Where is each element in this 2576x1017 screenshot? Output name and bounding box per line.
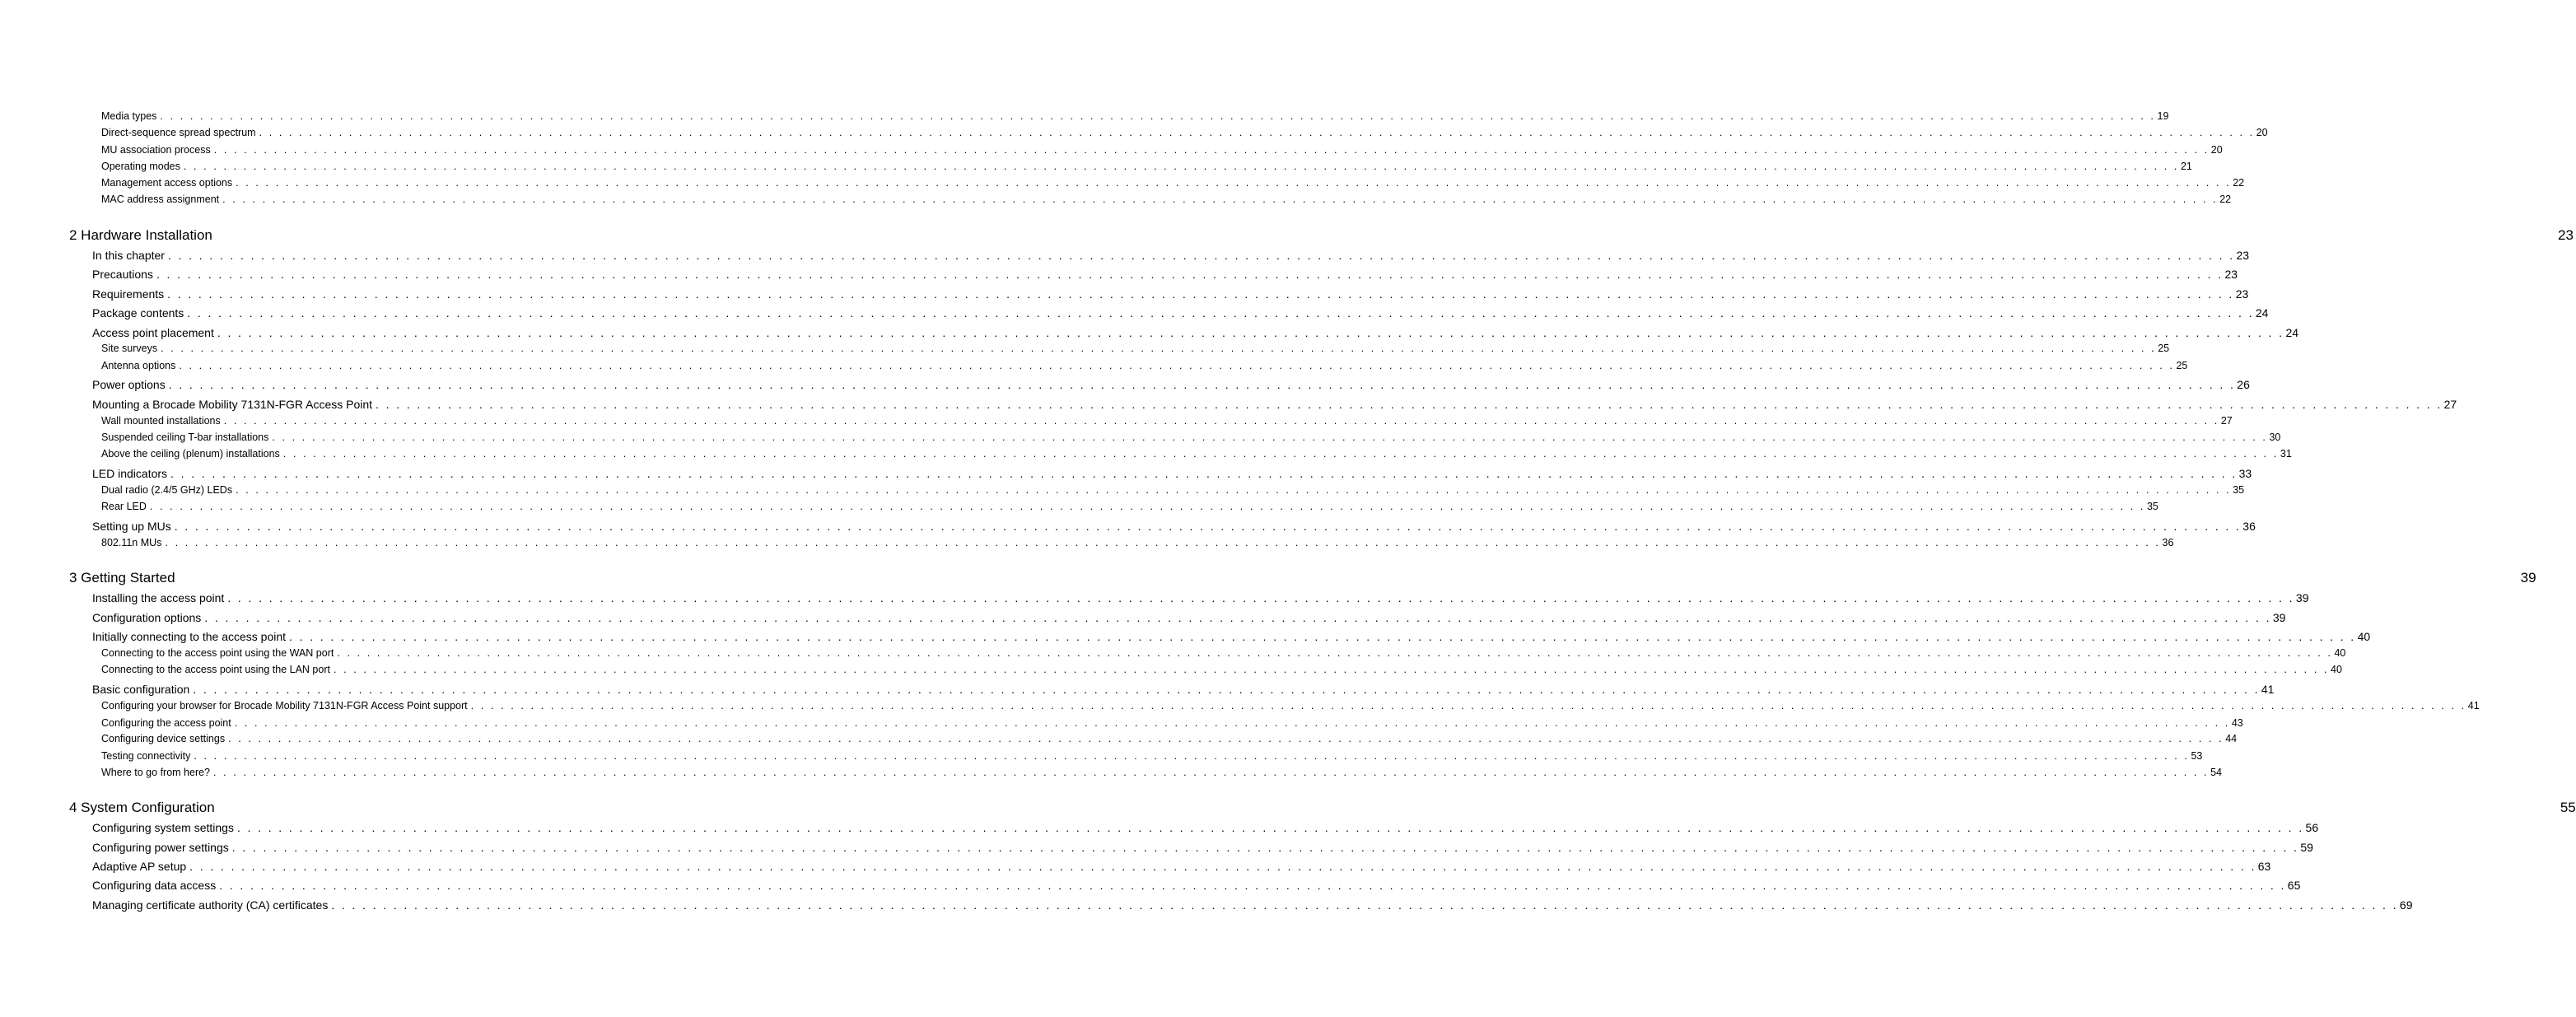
toc-entry-title: Site surveys: [101, 343, 158, 354]
dot-leader: . . . . . . . . . . . . . . . . . . . . . . . . . . . . . . . . . . . . . . . . . . . . . . . . . . . . . . . . . . . . . . . . . . . . . . . . . . . . . . . . . . . . . . . . . . . . . . . . . . . . . . . . . . . . . . . . . . . . . . . . . . . . . . . . . . . . . . . . . . . . . . . . . . . . . . . . . . . . . . . . . . . . . . . . . . . . . . . . . . . . . . . . . . . . . . . . . . . . . . . .: [228, 733, 2224, 744]
toc-entry-title: Basic configuration: [92, 683, 190, 696]
toc-entry-title: Package contents: [92, 306, 184, 320]
toc-sub-entry[interactable]: [101, 664, 2342, 678]
toc-entry-page-number: 19: [2157, 110, 2169, 122]
toc-entry-title: 3 Getting Started: [69, 570, 175, 585]
toc-entry-page-number: 23: [2224, 268, 2238, 281]
toc-sub-entry[interactable]: [101, 432, 2281, 446]
dot-leader: . . . . . . . . . . . . . . . . . . . . . . . . . . . . . . . . . . . . . . . . . . . . . . . . . . . . . . . . . . . . . . . . . . . . . . . . . . . . . . . . . . . . . . . . . . . . . . . . . . . . . . . . . . . . . . . . . . . . . . . . . . . . . . . . . . . . . . . . . . . . . . . . . . . . . . . . . . . . . . . . . . . . . . . . . . . . . . . . . . . . . . . . . . . . . . . . . . . . . . . .: [470, 700, 2466, 711]
toc-entry-title: 802.11n MUs: [101, 537, 162, 548]
toc-entry-title: Configuring the access point: [101, 717, 231, 729]
dot-leader: . . . . . . . . . . . . . . . . . . . . . . . . . . . . . . . . . . . . . . . . . . . . . . . . . . . . . . . . . . . . . . . . . . . . . . . . . . . . . . . . . . . . . . . . . . . . . . . . . . . . . . . . . . . . . . . . . . . . . . . . . . . . . . . . . . . . . . . . . . . . . . . . . . . . . . . . . . . . . . . . . . . . . . . . . . . . . . . . . . . . . . . . . . . . . . . . . . . . . . . .: [187, 306, 2254, 320]
dot-leader: . . . . . . . . . . . . . . . . . . . . . . . . . . . . . . . . . . . . . . . . . . . . . . . . . . . . . . . . . . . . . . . . . . . . . . . . . . . . . . . . . . . . . . . . . . . . . . . . . . . . . . . . . . . . . . . . . . . . . . . . . . . . . . . . . . . . . . . . . . . . . . . . . . . . . . . . . . . . . . . . . . . . . . . . . . . . . . . . . . . . . . . . . . . . . . . . . . . . . . . .: [156, 268, 2224, 281]
toc-entry-page-number: 22: [2233, 177, 2245, 189]
toc-entry-page-number: 56: [2305, 821, 2319, 834]
toc-sub-entry[interactable]: [101, 501, 2158, 515]
dot-leader: . . . . . . . . . . . . . . . . . . . . . . . . . . . . . . . . . . . . . . . . . . . . . . . . . . . . . . . . . . . . . . . . . . . . . . . . . . . . . . . . . . . . . . . . . . . . . . . . . . . . . . . . . . . . . . . . . . . . . . . . . . . . . . . . . . . . . . . . . . . . . . . . . . . . . . . . . . . . . . . . . . . . . . . . . . . . . . . . . . . . . . . . . . . . . . . . . . . . . . . .: [194, 750, 2190, 762]
toc-sub-entry[interactable]: [101, 733, 2238, 747]
toc-entry-title: Requirements: [92, 287, 165, 301]
toc-entry-title: In this chapter: [92, 249, 165, 262]
dot-leader: . . . . . . . . . . . . . . . . . . . . . . . . . . . . . . . . . . . . . . . . . . . . . . . . . . . . . . . . . . . . . . . . . . . . . . . . . . . . . . . . . . . . . . . . . . . . . . . . . . . . . . . . . . . . . . . . . . . . . . . . . . . . . . . . . . . . . . . . . . . . . . . . . . . . . . . . . . . . . . . . . . . . . . . . . . . . . . . . . . . . . . . . . . . . . . . . . . . . . . . .: [168, 378, 2236, 391]
toc-entry-title: Management access options: [101, 177, 233, 189]
toc-section-entry[interactable]: [92, 398, 2457, 413]
toc-sub-entry[interactable]: [101, 360, 2188, 374]
toc-section-entry[interactable]: [92, 879, 2301, 894]
toc-entry-page-number: 41: [2261, 683, 2275, 696]
toc-entry-page-number: 27: [2220, 415, 2233, 427]
toc-entry-page-number: 33: [2238, 467, 2252, 480]
dot-leader: . . . . . . . . . . . . . . . . . . . . . . . . . . . . . . . . . . . . . . . . . . . . . . . . . . . . . . . . . . . . . . . . . . . . . . . . . . . . . . . . . . . . . . . . . . . . . . . . . . . . . . . . . . . . . . . . . . . . . . . . . . . . . . . . . . . . . . . . . . . . . . . . . . . . . . . . . . . . . . . . . . . . . . . . . . . . . . . . . . . . . . . . . . . . . . . . . . . . . . . .: [219, 879, 2286, 892]
dot-leader: . . . . . . . . . . . . . . . . . . . . . . . . . . . . . . . . . . . . . . . . . . . . . . . . . . . . . . . . . . . . . . . . . . . . . . . . . . . . . . . . . . . . . . . . . . . . . . . . . . . . . . . . . . . . . . . . . . . . . . . . . . . . . . . . . . . . . . . . . . . . . . . . . . . . . . . . . . . . . . . . . . . . . . . . . . . . . . . . . . . . . . . . . . . . . . . . . . . . . . . .: [204, 611, 2271, 624]
toc-chapter-entry[interactable]: [69, 227, 2574, 245]
toc-entry-title: 4 System Configuration: [69, 800, 215, 815]
toc-entry-title: Rear LED: [101, 501, 147, 512]
toc-sub-entry[interactable]: [101, 717, 2243, 731]
dot-leader: . . . . . . . . . . . . . . . . . . . . . . . . . . . . . . . . . . . . . . . . . . . . . . . . . . . . . . . . . . . . . . . . . . . . . . . . . . . . . . . . . . . . . . . . . . . . . . . . . . . . . . . . . . . . . . . . . . . . . . . . . . . . . . . . . . . . . . . . . . . . . . . . . . . . . . . . . . . . . . . . . . . . . . . . . . . . . . . . . . . . . . . . . . . . . . . . . . . . . . . .: [331, 898, 2398, 912]
toc-entry-page-number: 23: [2236, 249, 2250, 262]
toc-entry-page-number: 25: [2176, 360, 2188, 371]
toc-section-entry[interactable]: [92, 860, 2271, 875]
toc-entry-page-number: 20: [2210, 144, 2223, 156]
toc-entry-title: Configuring device settings: [101, 733, 226, 744]
dot-leader: . . . . . . . . . . . . . . . . . . . . . . . . . . . . . . . . . . . . . . . . . . . . . . . . . . . . . . . . . . . . . . . . . . . . . . . . . . . . . . . . . . . . . . . . . . . . . . . . . . . . . . . . . . . . . . . . . . . . . . . . . . . . . . . . . . . . . . . . . . . . . . . . . . . . . . . . . . . . . . . . . . . . . . . . . . . . . . . . . . . . . . . . . . . . . . . . . . . . . . . .: [161, 343, 2157, 354]
toc-sub-entry[interactable]: [101, 161, 2192, 175]
toc-section-entry[interactable]: [92, 268, 2238, 283]
toc-sub-entry[interactable]: [101, 767, 2223, 781]
toc-entry-title: Initially connecting to the access point: [92, 630, 287, 643]
dot-leader: . . . . . . . . . . . . . . . . . . . . . . . . . . . . . . . . . . . . . . . . . . . . . . . . . . . . . . . . . . . . . . . . . . . . . . . . . . . . . . . . . . . . . . . . . . . . . . . . . . . . . . . . . . . . . . . . . . . . . . . . . . . . . . . . . . . . . . . . . . . . . . . . . . . . . . . . . . . . . . . . . . . . . . . . . . . . . . . . . . . . . . . . . . . . . . . . . . . . . . . .: [174, 520, 2242, 533]
toc-chapter-entry[interactable]: [69, 800, 2576, 818]
toc-entry-title: Mounting a Brocade Mobility 7131N-FGR Access Point: [92, 398, 373, 411]
toc-entry-page-number: 24: [2255, 306, 2269, 320]
toc-entry-title: Configuring power settings: [92, 841, 229, 854]
toc-section-entry[interactable]: [92, 898, 2413, 914]
dot-leader: . . . . . . . . . . . . . . . . . . . . . . . . . . . . . . . . . . . . . . . . . . . . . . . . . . . . . . . . . . . . . . . . . . . . . . . . . . . . . . . . . . . . . . . . . . . . . . . . . . . . . . . . . . . . . . . . . . . . . . . . . . . . . . . . . . . . . . . . . . . . . . . . . . . . . . . . . . . . . . . . . . . . . . . . . . . . . . . . . . . . . . . . . . . . . . . . . . . . . . . .: [167, 249, 2235, 262]
toc-entry-title: Precautions: [92, 268, 153, 281]
toc-section-entry[interactable]: [92, 591, 2309, 607]
toc-section-entry[interactable]: [92, 287, 2249, 303]
toc-entry-title: LED indicators: [92, 467, 168, 480]
toc-entry-title: Power options: [92, 378, 166, 391]
toc-entry-page-number: 44: [2225, 733, 2238, 744]
toc-entry-title: MAC address assignment: [101, 194, 220, 205]
dot-leader: . . . . . . . . . . . . . . . . . . . . . . . . . . . . . . . . . . . . . . . . . . . . . . . . . . . . . . . . . . . . . . . . . . . . . . . . . . . . . . . . . . . . . . . . . . . . . . . . . . . . . . . . . . . . . . . . . . . . . . . . . . . . . . . . . . . . . . . . . . . . . . . . . . . . . . . . . . . . . . . . . . . . . . . . . . . . . . . . . . . . . . . . . . . . . . . . . . . . . . . .: [167, 287, 2234, 301]
dot-leader: . . . . . . . . . . . . . . . . . . . . . . . . . . . . . . . . . . . . . . . . . . . . . . . . . . . . . . . . . . . . . . . . . . . . . . . . . . . . . . . . . . . . . . . . . . . . . . . . . . . . . . . . . . . . . . . . . . . . . . . . . . . . . . . . . . . . . . . . . . . . . . . . . . . . . . . . . . . . . . . . . . . . . . . . . . . . . . . . . . . . . . . . . . . . . . . . . . . . . . . .: [236, 484, 2232, 496]
toc-entry-page-number: 21: [2180, 161, 2192, 172]
toc-sub-entry[interactable]: [101, 484, 2245, 498]
toc-sub-entry[interactable]: [101, 700, 2480, 714]
toc-entry-page-number: 23: [2235, 287, 2249, 301]
toc-entry-title: Operating modes: [101, 161, 180, 172]
dot-leader: . . . . . . . . . . . . . . . . . . . . . . . . . . . . . . . . . . . . . . . . . . . . . . . . . . . . . . . . . . . . . . . . . . . . . . . . . . . . . . . . . . . . . . . . . . . . . . . . . . . . . . . . . . . . . . . . . . . . . . . . . . . . . . . . . . . . . . . . . . . . . . . . . . . . . . . . . . . . . . . . . . . . . . . . . . . . . . . . . . . . . . . . . . . . . . . . . . . . . . . .: [217, 326, 2284, 339]
toc-sub-entry[interactable]: [101, 127, 2268, 141]
toc-entry-page-number: 40: [2334, 647, 2346, 659]
toc-entry-page-number: 20: [2256, 127, 2268, 138]
dot-leader: . . . . . . . . . . . . . . . . . . . . . . . . . . . . . . . . . . . . . . . . . . . . . . . . . . . . . . . . . . . . . . . . . . . . . . . . . . . . . . . . . . . . . . . . . . . . . . . . . . . . . . . . . . . . . . . . . . . . . . . . . . . . . . . . . . . . . . . . . . . . . . . . . . . . . . . . . . . . . . . . . . . . . . . . . . . . . . . . . . . . . . . . . . . . . . . . . . . . . . . .: [236, 821, 2304, 834]
dot-leader: . . . . . . . . . . . . . . . . . . . . . . . . . . . . . . . . . . . . . . . . . . . . . . . . . . . . . . . . . . . . . . . . . . . . . . . . . . . . . . . . . . . . . . . . . . . . . . . . . . . . . . . . . . . . . . . . . . . . . . . . . . . . . . . . . . . . . . . . . . . . . . . . . . . . . . . . . . . . . . . . . . . . . . . . . . . . . . . . . . . . . . . . . . . . . . . . . . . . . . . .: [231, 841, 2299, 854]
toc-entry-page-number: 36: [2162, 537, 2174, 548]
toc-entry-page-number: 39: [2520, 570, 2536, 585]
toc-entry-title: Connecting to the access point using the WAN port: [101, 647, 334, 659]
dot-leader: . . . . . . . . . . . . . . . . . . . . . . . . . . . . . . . . . . . . . . . . . . . . . . . . . . . . . . . . . . . . . . . . . . . . . . . . . . . . . . . . . . . . . . . . . . . . . . . . . . . . . . . . . . . . . . . . . . . . . . . . . . . . . . . . . . . . . . . . . . . . . . . . . . . . . . . . . . . . . . . . . . . . . . . . . . . . . . . . . . . . . . . . . . . . . . . . . . . . . . . .: [165, 537, 2161, 548]
toc-section-entry[interactable]: [92, 378, 2250, 394]
toc-sub-entry[interactable]: [101, 177, 2245, 191]
toc-entry-title: Managing certificate authority (CA) certificates: [92, 898, 329, 912]
toc-entry-page-number: 54: [2210, 767, 2223, 778]
toc-entry-page-number: 30: [2269, 432, 2281, 443]
dot-leader: . . . . . . . . . . . . . . . . . . . . . . . . . . . . . . . . . . . . . . . . . . . . . . . . . . . . . . . . . . . . . . . . . . . . . . . . . . . . . . . . . . . . . . . . . . . . . . . . . . . . . . . . . . . . . . . . . . . . . . . . . . . . . . . . . . . . . . . . . . . . . . . . . . . . . . . . . . . . . . . . . . . . . . . . . . . . . . . . . . . . . . . . . . . . . . . . . . . . . . . .: [160, 110, 2156, 122]
toc-section-entry[interactable]: [92, 520, 2256, 535]
dot-leader: . . . . . . . . . . . . . . . . . . . . . . . . . . . . . . . . . . . . . . . . . . . . . . . . . . . . . . . . . . . . . . . . . . . . . . . . . . . . . . . . . . . . . . . . . . . . . . . . . . . . . . . . . . . . . . . . . . . . . . . . . . . . . . . . . . . . . . . . . . . . . . . . . . . . . . . . . . . . . . . . . . . . . . . . . . . . . . . . . . . . . . . . . . . . . . . . . . . . . . . .: [289, 630, 2356, 643]
toc-chapter-entry[interactable]: [69, 570, 2536, 588]
toc-entry-page-number: 59: [2300, 841, 2313, 854]
toc-section-entry[interactable]: [92, 630, 2371, 646]
toc-entry-title: Above the ceiling (plenum) installations: [101, 448, 280, 460]
toc-entry-page-number: 25: [2158, 343, 2170, 354]
toc-entry-page-number: 53: [2191, 750, 2203, 762]
toc-sub-entry[interactable]: [101, 144, 2223, 158]
dot-leader: . . . . . . . . . . . . . . . . . . . . . . . . . . . . . . . . . . . . . . . . . . . . . . . . . . . . . . . . . . . . . . . . . . . . . . . . . . . . . . . . . . . . . . . . . . . . . . . . . . . . . . . . . . . . . . . . . . . . . . . . . . . . . . . . . . . . . . . . . . . . . . . . . . . . . . . . . . . . . . . . . . . . . . . . . . . . . . . . . . . . . . . . . . . . . . . . . . . . . . . .: [170, 467, 2238, 480]
toc-entry-page-number: 55: [2560, 800, 2576, 815]
toc-entry-title: Connecting to the access point using the LAN port: [101, 664, 330, 675]
toc-entry-page-number: 65: [2287, 879, 2301, 892]
dot-leader: . . . . . . . . . . . . . . . . . . . . . . . . . . . . . . . . . . . . . . . . . . . . . . . . . . . . . . . . . . . . . . . . . . . . . . . . . . . . . . . . . . . . . . . . . . . . . . . . . . . . . . . . . . . . . . . . . . . . . . . . . . . . . . . . . . . . . . . . . . . . . . . . . . . . . . . . . . . . . . . . . . . . . . . . . . . . . . . . . . . . . . . . . . . . . . . . . . . . . . . .: [337, 647, 2333, 659]
toc-entry-title: Suspended ceiling T-bar installations: [101, 432, 269, 443]
toc-section-entry[interactable]: [92, 611, 2286, 627]
toc-entry-title: Wall mounted installations: [101, 415, 221, 427]
dot-leader: . . . . . . . . . . . . . . . . . . . . . . . . . . . . . . . . . . . . . . . . . . . . . . . . . . . . . . . . . . . . . . . . . . . . . . . . . . . . . . . . . . . . . . . . . . . . . . . . . . . . . . . . . . . . . . . . . . . . . . . . . . . . . . . . . . . . . . . . . . . . . . . . . . . . . . . . . . . . . . . . . . . . . . . . . . . . . . . . . . . . . . . . . . . . . . . . . . . . . . . .: [259, 127, 2255, 138]
toc-sub-entry[interactable]: [101, 343, 2170, 357]
dot-leader: . . . . . . . . . . . . . . . . . . . . . . . . . . . . . . . . . . . . . . . . . . . . . . . . . . . . . . . . . . . . . . . . . . . . . . . . . . . . . . . . . . . . . . . . . . . . . . . . . . . . . . . . . . . . . . . . . . . . . . . . . . . . . . . . . . . . . . . . . . . . . . . . . . . . . . . . . . . . . . . . . . . . . . . . . . . . . . . . . . . . . . . . . . . . . . . . . . . . . . . .: [222, 194, 2219, 205]
toc-entry-page-number: 35: [2233, 484, 2245, 496]
toc-section-entry[interactable]: [92, 841, 2313, 856]
toc-entry-title: Setting up MUs: [92, 520, 171, 533]
toc-entry-title: Media types: [101, 110, 157, 122]
toc-entry-page-number: 24: [2285, 326, 2299, 339]
dot-leader: . . . . . . . . . . . . . . . . . . . . . . . . . . . . . . . . . . . . . . . . . . . . . . . . . . . . . . . . . . . . . . . . . . . . . . . . . . . . . . . . . . . . . . . . . . . . . . . . . . . . . . . . . . . . . . . . . . . . . . . . . . . . . . . . . . . . . . . . . . . . . . . . . . . . . . . . . . . . . . . . . . . . . . . . . . . . . . . . . . . . . . . . . . . . . . . . . . . . . . . .: [193, 683, 2260, 696]
toc-entry-title: Direct-sequence spread spectrum: [101, 127, 256, 138]
toc-entry-title: Configuration options: [92, 611, 202, 624]
toc-sub-entry[interactable]: [101, 194, 2232, 208]
toc-entry-title: Adaptive AP setup: [92, 860, 187, 873]
toc-entry-page-number: 31: [2280, 448, 2292, 460]
toc-sub-entry[interactable]: [101, 110, 2169, 124]
toc-entry-title: MU association process: [101, 144, 211, 156]
toc-entry-title: Installing the access point: [92, 591, 225, 604]
dot-leader: . . . . . . . . . . . . . . . . . . . . . . . . . . . . . . . . . . . . . . . . . . . . . . . . . . . . . . . . . . . . . . . . . . . . . . . . . . . . . . . . . . . . . . . . . . . . . . . . . . . . . . . . . . . . . . . . . . . . . . . . . . . . . . . . . . . . . . . . . . . . . . . . . . . . . . . . . . . . . . . . . . . . . . . . . . . . . . . . . . . . . . . . . . . . . . . . . . . . . . . .: [282, 448, 2279, 460]
dot-leader: . . . . . . . . . . . . . . . . . . . . . . . . . . . . . . . . . . . . . . . . . . . . . . . . . . . . . . . . . . . . . . . . . . . . . . . . . . . . . . . . . . . . . . . . . . . . . . . . . . . . . . . . . . . . . . . . . . . . . . . . . . . . . . . . . . . . . . . . . . . . . . . . . . . . . . . . . . . . . . . . . . . . . . . . . . . . . . . . . . . . . . . . . . . . . . . . . . . . . . . .: [149, 501, 2145, 512]
toc-section-entry[interactable]: [92, 821, 2319, 837]
toc-entry-page-number: 69: [2399, 898, 2413, 912]
toc-entry-page-number: 26: [2237, 378, 2250, 391]
toc-sub-entry[interactable]: [101, 537, 2174, 551]
dot-leader: . . . . . . . . . . . . . . . . . . . . . . . . . . . . . . . . . . . . . . . . . . . . . . . . . . . . . . . . . . . . . . . . . . . . . . . . . . . . . . . . . . . . . . . . . . . . . . . . . . . . . . . . . . . . . . . . . . . . . . . . . . . . . . . . . . . . . . . . . . . . . . . . . . . . . . . . . . . . . . . . . . . . . . . . . . . . . . . . . . . . . . . . . . . . . . . . . . . . . . . .: [236, 177, 2232, 189]
toc-entry-page-number: 41: [2467, 700, 2480, 711]
toc-section-entry[interactable]: [92, 326, 2299, 342]
dot-leader: . . . . . . . . . . . . . . . . . . . . . . . . . . . . . . . . . . . . . . . . . . . . . . . . . . . . . . . . . . . . . . . . . . . . . . . . . . . . . . . . . . . . . . . . . . . . . . . . . . . . . . . . . . . . . . . . . . . . . . . . . . . . . . . . . . . . . . . . . . . . . . . . . . . . . . . . . . . . . . . . . . . . . . . . . . . . . . . . . . . . . . . . . . . . . . . . . . . . . . . .: [333, 664, 2330, 675]
toc-section-entry[interactable]: [92, 467, 2252, 483]
toc-entry-page-number: 27: [2443, 398, 2457, 411]
dot-leader: . . . . . . . . . . . . . . . . . . . . . . . . . . . . . . . . . . . . . . . . . . . . . . . . . . . . . . . . . . . . . . . . . . . . . . . . . . . . . . . . . . . . . . . . . . . . . . . . . . . . . . . . . . . . . . . . . . . . . . . . . . . . . . . . . . . . . . . . . . . . . . . . . . . . . . . . . . . . . . . . . . . . . . . . . . . . . . . . . . . . . . . . . . . . . . . . . . . . . . . .: [227, 591, 2294, 604]
toc-section-entry[interactable]: [92, 249, 2250, 264]
dot-leader: . . . . . . . . . . . . . . . . . . . . . . . . . . . . . . . . . . . . . . . . . . . . . . . . . . . . . . . . . . . . . . . . . . . . . . . . . . . . . . . . . . . . . . . . . . . . . . . . . . . . . . . . . . . . . . . . . . . . . . . . . . . . . . . . . . . . . . . . . . . . . . . . . . . . . . . . . . . . . . . . . . . . . . . . . . . . . . . . . . . . . . . . . . . . . . . . . . . . . . . .: [183, 161, 2179, 172]
dot-leader: . . . . . . . . . . . . . . . . . . . . . . . . . . . . . . . . . . . . . . . . . . . . . . . . . . . . . . . . . . . . . . . . . . . . . . . . . . . . . . . . . . . . . . . . . . . . . . . . . . . . . . . . . . . . . . . . . . . . . . . . . . . . . . . . . . . . . . . . . . . . . . . . . . . . . . . . . . . . . . . . . . . . . . . . . . . . . . . . . . . . . . . . . . . . . . . . . . . . . . . .: [189, 860, 2256, 873]
toc-entry-title: Access point placement: [92, 326, 214, 339]
dot-leader: . . . . . . . . . . . . . . . . . . . . . . . . . . . . . . . . . . . . . . . . . . . . . . . . . . . . . . . . . . . . . . . . . . . . . . . . . . . . . . . . . . . . . . . . . . . . . . . . . . . . . . . . . . . . . . . . . . . . . . . . . . . . . . . . . . . . . . . . . . . . . . . . . . . . . . . . . . . . . . . . . . . . . . . . . . . . . . . . . . . . . . . . . . . . . . . . . . . . . . . .: [376, 398, 2443, 411]
toc-entry-title: 2 Hardware Installation: [69, 227, 212, 243]
toc-entry-title: Dual radio (2.4/5 GHz) LEDs: [101, 484, 233, 496]
dot-leader: . . . . . . . . . . . . . . . . . . . . . . . . . . . . . . . . . . . . . . . . . . . . . . . . . . . . . . . . . . . . . . . . . . . . . . . . . . . . . . . . . . . . . . . . . . . . . . . . . . . . . . . . . . . . . . . . . . . . . . . . . . . . . . . . . . . . . . . . . . . . . . . . . . . . . . . . . . . . . . . . . . . . . . . . . . . . . . . . . . . . . . . . . . . . . . . . . . . . . . . .: [234, 717, 2230, 729]
toc-entry-page-number: 36: [2242, 520, 2256, 533]
toc-entry-page-number: 35: [2146, 501, 2158, 512]
toc-entry-page-number: 39: [2295, 591, 2309, 604]
dot-leader: . . . . . . . . . . . . . . . . . . . . . . . . . . . . . . . . . . . . . . . . . . . . . . . . . . . . . . . . . . . . . . . . . . . . . . . . . . . . . . . . . . . . . . . . . . . . . . . . . . . . . . . . . . . . . . . . . . . . . . . . . . . . . . . . . . . . . . . . . . . . . . . . . . . . . . . . . . . . . . . . . . . . . . . . . . . . . . . . . . . . . . . . . . . . . . . . . . . . . . . .: [213, 767, 2210, 778]
toc-entry-page-number: 43: [2231, 717, 2243, 729]
toc-sub-entry[interactable]: [101, 647, 2346, 661]
toc-section-entry[interactable]: [92, 306, 2269, 322]
toc-entry-title: Configuring data access: [92, 879, 217, 892]
dot-leader: . . . . . . . . . . . . . . . . . . . . . . . . . . . . . . . . . . . . . . . . . . . . . . . . . . . . . . . . . . . . . . . . . . . . . . . . . . . . . . . . . . . . . . . . . . . . . . . . . . . . . . . . . . . . . . . . . . . . . . . . . . . . . . . . . . . . . . . . . . . . . . . . . . . . . . . . . . . . . . . . . . . . . . . . . . . . . . . . . . . . . . . . . . . . . . . . . . . . . . . .: [223, 415, 2219, 427]
toc-section-entry[interactable]: [92, 683, 2275, 698]
toc-entry-title: Where to go from here?: [101, 767, 211, 778]
toc-entry-page-number: 39: [2272, 611, 2286, 624]
toc-sub-entry[interactable]: [101, 415, 2233, 429]
toc-entry-page-number: 40: [2331, 664, 2342, 675]
toc-sub-entry[interactable]: [101, 448, 2292, 462]
toc-sub-entry[interactable]: [101, 750, 2203, 764]
toc-entry-page-number: 40: [2357, 630, 2371, 643]
toc-entry-page-number: 23: [2558, 227, 2574, 243]
dot-leader: . . . . . . . . . . . . . . . . . . . . . . . . . . . . . . . . . . . . . . . . . . . . . . . . . . . . . . . . . . . . . . . . . . . . . . . . . . . . . . . . . . . . . . . . . . . . . . . . . . . . . . . . . . . . . . . . . . . . . . . . . . . . . . . . . . . . . . . . . . . . . . . . . . . . . . . . . . . . . . . . . . . . . . . . . . . . . . . . . . . . . . . . . . . . . . . . . . . . . . . .: [179, 360, 2175, 371]
toc-entry-page-number: 63: [2257, 860, 2271, 873]
toc-entry-title: Configuring your browser for Brocade Mobility 7131N-FGR Access Point support: [101, 700, 468, 711]
toc-entry-page-number: 22: [2219, 194, 2232, 205]
dot-leader: . . . . . . . . . . . . . . . . . . . . . . . . . . . . . . . . . . . . . . . . . . . . . . . . . . . . . . . . . . . . . . . . . . . . . . . . . . . . . . . . . . . . . . . . . . . . . . . . . . . . . . . . . . . . . . . . . . . . . . . . . . . . . . . . . . . . . . . . . . . . . . . . . . . . . . . . . . . . . . . . . . . . . . . . . . . . . . . . . . . . . . . . . . . . . . . . . . . . . . . .: [272, 432, 2268, 443]
toc-entry-title: Testing connectivity: [101, 750, 191, 762]
dot-leader: . . . . . . . . . . . . . . . . . . . . . . . . . . . . . . . . . . . . . . . . . . . . . . . . . . . . . . . . . . . . . . . . . . . . . . . . . . . . . . . . . . . . . . . . . . . . . . . . . . . . . . . . . . . . . . . . . . . . . . . . . . . . . . . . . . . . . . . . . . . . . . . . . . . . . . . . . . . . . . . . . . . . . . . . . . . . . . . . . . . . . . . . . . . . . . . . . . . . . . . .: [213, 144, 2210, 156]
toc-entry-title: Configuring system settings: [92, 821, 234, 834]
toc-entry-title: Antenna options: [101, 360, 176, 371]
